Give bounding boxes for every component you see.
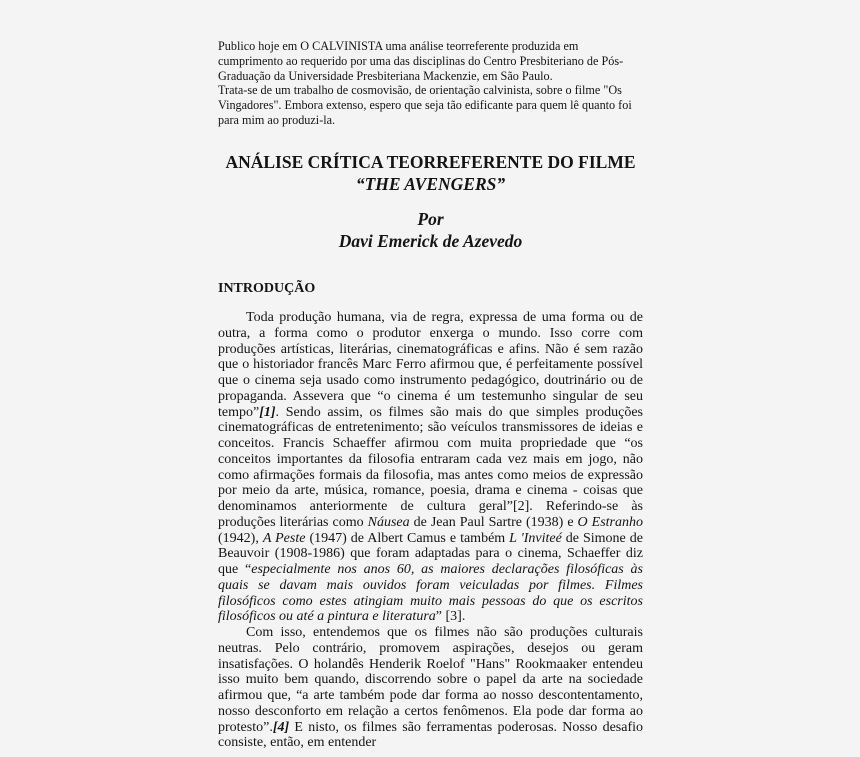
footnote-ref-1[interactable]: [1]	[259, 404, 276, 420]
preface-note	[218, 39, 643, 128]
section-heading: INTRODUÇÃO	[218, 281, 316, 296]
body-text	[218, 310, 643, 751]
author-by: Por	[417, 209, 444, 229]
body-paragraph-2	[218, 625, 643, 751]
footnote-ref-4[interactable]: [4]	[272, 719, 290, 735]
text-run: ” [3].	[435, 609, 466, 625]
text-run: Com isso, entendemos que os filmes não são produções culturais neutras. Pelo contrário, promovem aspirações, desejos ou geram insatisfações. O holandês Henderik Roelof "Hans" Rookmaaker entendeu isso muito bem quando, discorrendo sobre o papel da arte na sociedade afirmou que, “a arte também pode dar forma ao nosso descontentamento, nosso desconforto em relação a certos fenômenos. Ela pode dar forma ao protesto”.	[218, 625, 643, 735]
title-subtitle: “THE AVENGERS”	[355, 174, 506, 194]
author-name: Davi Emerick de Azevedo	[338, 231, 523, 251]
text-run: E nisto, os filmes são ferramentas poderosas. Nosso desafio consiste, então, em entender	[218, 719, 643, 751]
text-run: (1947) de Albert Camus e também	[305, 530, 510, 546]
text-run: Toda produção humana, via de regra, expressa de uma forma ou de outra, a forma como o produtor enxerga o mundo. Isso corre com produções artísticas, literárias, cinematográficas e afins. Não é sem razão que o historiador francês Marc Ferro afirmou que, é perfeitamente possível que o cinema seja usado como instrumento pedagógico, doutrinário ou de propaganda. Assevera que “o cinema é um testemunho singular de seu tempo”	[218, 310, 643, 420]
book-title-invitee: L 'Inviteé	[509, 530, 562, 546]
document-title	[218, 151, 643, 195]
preface-paragraph-2: Trata-se de um trabalho de cosmovisão, de orientação calvinista, sobre o filme "Os Vingadores". Embora extenso, espero que seja tão edificante para quem lê quanto foi para mim ao produzi-la.	[218, 83, 632, 127]
text-run: de Jean Paul Sartre (1938) e	[409, 514, 578, 530]
quotation: especialmente nos anos 60, as maiores declarações filosóficas às quais se davam mais ouvidos foram veiculadas por filmes. Filmes filosóficos como estes atingiam muito mais pessoas do que os escritos filosóficos ou até a pintura e literatura	[218, 562, 643, 625]
author-block	[218, 208, 643, 252]
book-title-nausea: Náusea	[367, 514, 410, 530]
text-run: de Simone de Beauvoir (1908-1986) que foram adaptadas para o cinema, Schaeffer diz que “	[218, 530, 643, 577]
body-paragraph-1	[218, 310, 643, 625]
book-title-estranho: O Estranho	[577, 514, 643, 530]
book-title-peste: A Peste	[262, 530, 306, 546]
title-main: ANÁLISE CRÍTICA TEORREFERENTE DO FILME	[225, 152, 636, 172]
preface-paragraph-1: Publico hoje em O CALVINISTA uma análise teorreferente produzida em cumprimento ao requerido por uma das disciplinas do Centro Presbiteriano de Pós-Graduação da Universidade Presbiteriana Mackenzie, em São Paulo.	[218, 39, 624, 83]
text-run: . Sendo assim, os filmes são mais do que simples produções cinematográficas de entretenimento; são veículos transmissores de ideias e conceitos. Francis Schaeffer afirmou com muita propriedade que “os conceitos importantes da filosofia entraram cada vez mais em jogo, não como afirmações formais da filosofia, mas antes como meios de expressão por meio da arte, música, romance, poesia, drama e cinema - coisas que denominamos anteriormente de cultura geral”[2]. Referindo-se às produções literárias como	[218, 404, 643, 530]
text-run: (1942),	[218, 530, 263, 546]
